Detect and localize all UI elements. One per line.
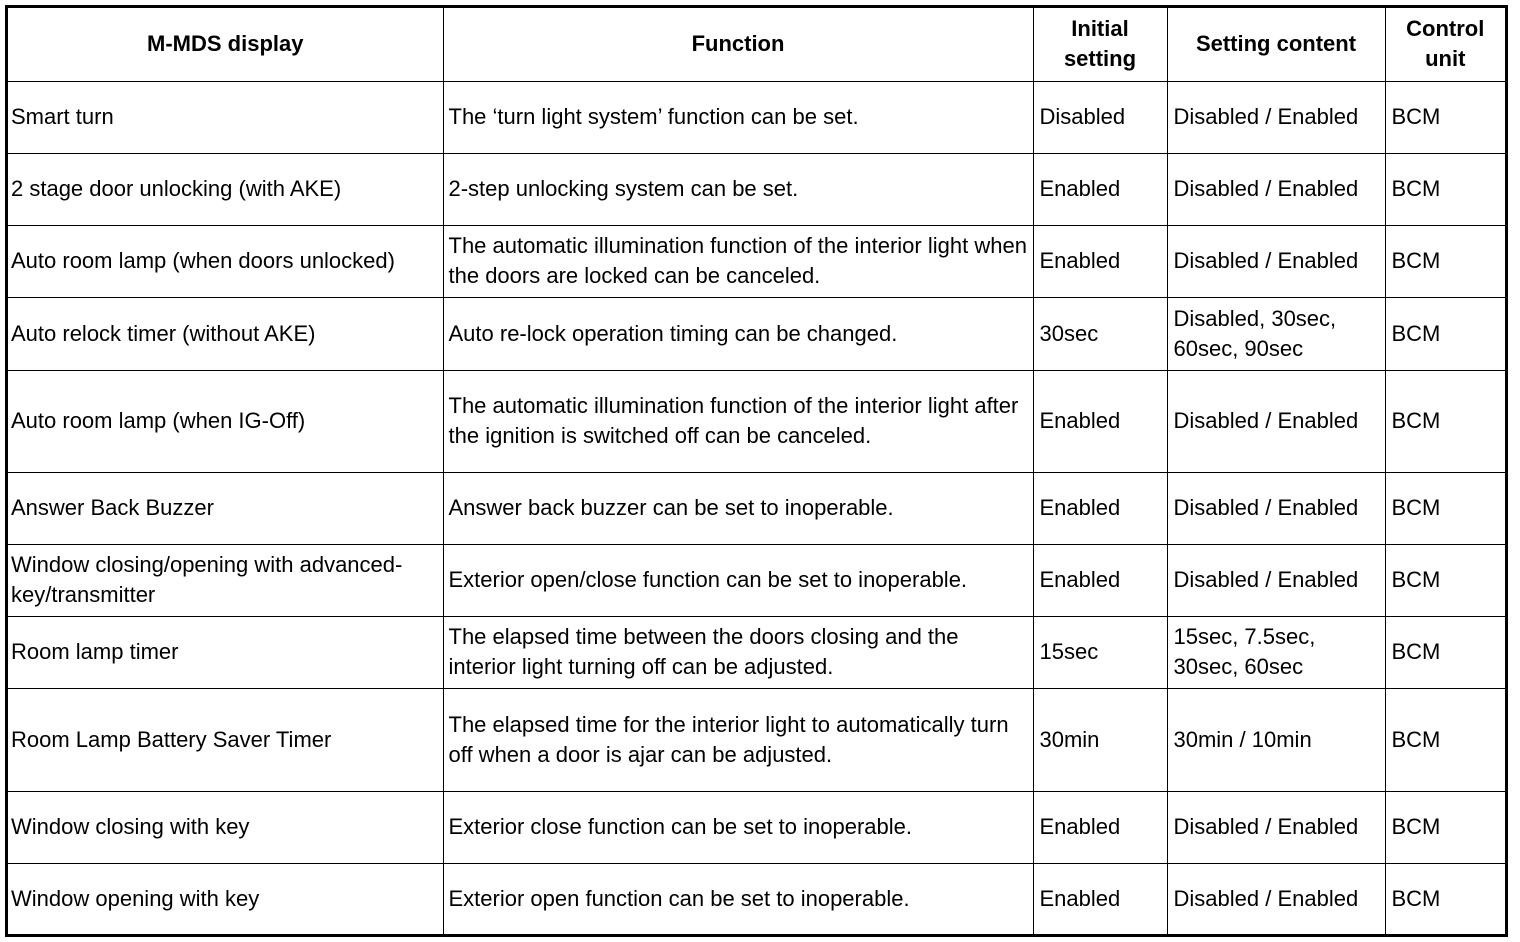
table-row xyxy=(8,863,1505,934)
cell-control-unit: BCM xyxy=(1385,297,1505,370)
cell-function: The ‘turn light system’ function can be set. xyxy=(443,81,1033,153)
cell-function: The automatic illumination function of the interior light when the doors are locked can be canceled. xyxy=(443,225,1033,297)
table-row xyxy=(8,370,1505,472)
cell-initial-setting: 30sec xyxy=(1033,297,1167,370)
cell-initial-setting: Enabled xyxy=(1033,225,1167,297)
cell-mmds-display: Smart turn xyxy=(8,81,443,153)
cell-control-unit: BCM xyxy=(1385,472,1505,544)
cell-control-unit: BCM xyxy=(1385,81,1505,153)
settings-table xyxy=(8,8,1505,934)
cell-initial-setting: Disabled xyxy=(1033,81,1167,153)
header-function: Function xyxy=(443,8,1033,81)
cell-setting-content: Disabled / Enabled xyxy=(1167,370,1385,472)
cell-setting-content: Disabled / Enabled xyxy=(1167,153,1385,225)
cell-function: Exterior open/close function can be set to inoperable. xyxy=(443,544,1033,616)
cell-setting-content: Disabled / Enabled xyxy=(1167,863,1385,934)
cell-function: The automatic illumination function of the interior light after the ignition is switched off can be canceled. xyxy=(443,370,1033,472)
header-initial-setting: Initial setting xyxy=(1033,8,1167,81)
cell-mmds-display: Window opening with key xyxy=(8,863,443,934)
cell-function: The elapsed time for the interior light to automatically turn off when a door is ajar can be adjusted. xyxy=(443,688,1033,791)
cell-mmds-display: Window closing with key xyxy=(8,791,443,863)
table-row xyxy=(8,297,1505,370)
cell-function: Exterior open function can be set to inoperable. xyxy=(443,863,1033,934)
cell-control-unit: BCM xyxy=(1385,153,1505,225)
header-row xyxy=(8,8,1505,81)
cell-initial-setting: Enabled xyxy=(1033,544,1167,616)
table-row xyxy=(8,616,1505,688)
cell-setting-content: 15sec, 7.5sec, 30sec, 60sec xyxy=(1167,616,1385,688)
cell-control-unit: BCM xyxy=(1385,370,1505,472)
cell-control-unit: BCM xyxy=(1385,544,1505,616)
header-setting-content: Setting content xyxy=(1167,8,1385,81)
cell-function: Auto re-lock operation timing can be changed. xyxy=(443,297,1033,370)
cell-mmds-display: Auto room lamp (when IG-Off) xyxy=(8,370,443,472)
cell-setting-content: Disabled / Enabled xyxy=(1167,544,1385,616)
cell-initial-setting: Enabled xyxy=(1033,370,1167,472)
cell-function: Exterior close function can be set to inoperable. xyxy=(443,791,1033,863)
cell-mmds-display: Room lamp timer xyxy=(8,616,443,688)
cell-initial-setting: 15sec xyxy=(1033,616,1167,688)
table-row xyxy=(8,225,1505,297)
cell-control-unit: BCM xyxy=(1385,863,1505,934)
cell-mmds-display: Auto room lamp (when doors unlocked) xyxy=(8,225,443,297)
cell-setting-content: Disabled / Enabled xyxy=(1167,81,1385,153)
cell-mmds-display: 2 stage door unlocking (with AKE) xyxy=(8,153,443,225)
table-row xyxy=(8,153,1505,225)
settings-table-frame xyxy=(5,5,1508,937)
cell-control-unit: BCM xyxy=(1385,616,1505,688)
header-mmds-display: M-MDS display xyxy=(8,8,443,81)
cell-mmds-display: Room Lamp Battery Saver Timer xyxy=(8,688,443,791)
table-row xyxy=(8,791,1505,863)
cell-initial-setting: Enabled xyxy=(1033,863,1167,934)
table-row xyxy=(8,688,1505,791)
table-row xyxy=(8,472,1505,544)
cell-initial-setting: Enabled xyxy=(1033,472,1167,544)
cell-function: Answer back buzzer can be set to inoperable. xyxy=(443,472,1033,544)
cell-setting-content: Disabled / Enabled xyxy=(1167,791,1385,863)
cell-mmds-display: Auto relock timer (without AKE) xyxy=(8,297,443,370)
cell-initial-setting: Enabled xyxy=(1033,791,1167,863)
cell-function: 2-step unlocking system can be set. xyxy=(443,153,1033,225)
cell-mmds-display: Answer Back Buzzer xyxy=(8,472,443,544)
cell-setting-content: 30min / 10min xyxy=(1167,688,1385,791)
table-row xyxy=(8,544,1505,616)
cell-control-unit: BCM xyxy=(1385,225,1505,297)
cell-setting-content: Disabled / Enabled xyxy=(1167,472,1385,544)
cell-mmds-display: Window closing/opening with advanced-key/transmitter xyxy=(8,544,443,616)
cell-initial-setting: Enabled xyxy=(1033,153,1167,225)
header-control-unit: Control unit xyxy=(1385,8,1505,81)
cell-control-unit: BCM xyxy=(1385,791,1505,863)
table-row xyxy=(8,81,1505,153)
cell-setting-content: Disabled / Enabled xyxy=(1167,225,1385,297)
cell-initial-setting: 30min xyxy=(1033,688,1167,791)
cell-function: The elapsed time between the doors closing and the interior light turning off can be adjusted. xyxy=(443,616,1033,688)
cell-setting-content: Disabled, 30sec, 60sec, 90sec xyxy=(1167,297,1385,370)
cell-control-unit: BCM xyxy=(1385,688,1505,791)
